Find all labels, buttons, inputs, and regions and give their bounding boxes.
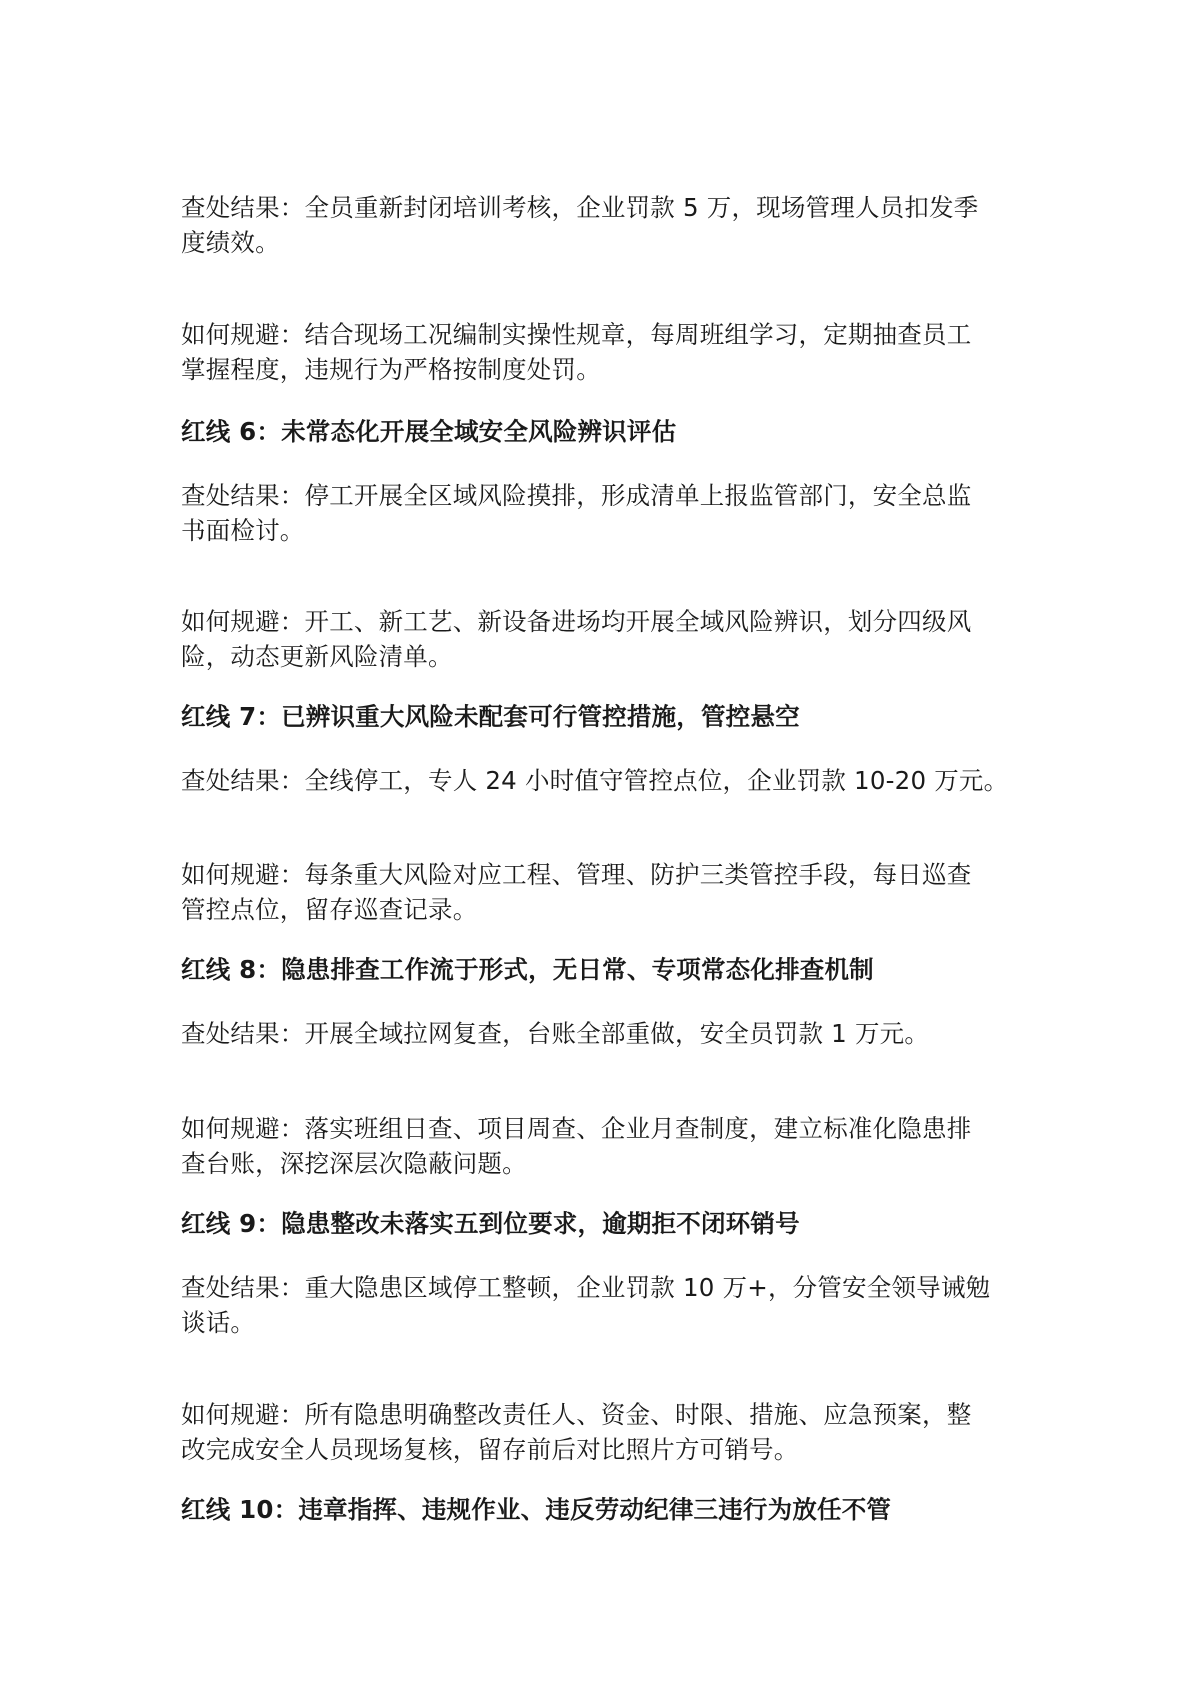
redline-heading-8: 红线 8：隐患排查工作流于形式，无日常、专项常态化排查机制 xyxy=(181,955,874,984)
redline-heading-10: 红线 10：违章指挥、违规作业、违反劳动纪律三违行为放任不管 xyxy=(181,1495,892,1524)
avoid-paragraph-8: 如何规避：落实班组日查、项目周查、企业月查制度，建立标准化隐患排 查台账，深挖深层次隐蔽问题。 xyxy=(181,1114,972,1178)
result-paragraph-5: 查处结果：全员重新封闭培训考核，企业罚款 5 万，现场管理人员扣发季 度绩效。 xyxy=(181,193,979,257)
avoid-paragraph-5: 如何规避：结合现场工况编制实操性规章，每周班组学习，定期抽查员工 掌握程度，违规行为严格按制度处罚。 xyxy=(181,320,972,384)
redline-heading-6: 红线 6：未常态化开展全域安全风险辨识评估 xyxy=(181,417,677,446)
avoid-paragraph-9: 如何规避：所有隐患明确整改责任人、资金、时限、措施、应急预案，整 改完成安全人员现场复核，留存前后对比照片方可销号。 xyxy=(181,1400,972,1464)
result-paragraph-7: 查处结果：全线停工，专人 24 小时值守管控点位，企业罚款 10-20 万元。 xyxy=(181,766,1009,795)
result-paragraph-9: 查处结果：重大隐患区域停工整顿，企业罚款 10 万+，分管安全领导诫勉 谈话。 xyxy=(181,1273,991,1337)
result-paragraph-6: 查处结果：停工开展全区域风险摸排，形成清单上报监管部门，安全总监 书面检讨。 xyxy=(181,481,972,545)
redline-heading-9: 红线 9：隐患整改未落实五到位要求，逾期拒不闭环销号 xyxy=(181,1209,800,1238)
result-paragraph-8: 查处结果：开展全域拉网复查，台账全部重做，安全员罚款 1 万元。 xyxy=(181,1019,930,1048)
avoid-paragraph-7: 如何规避：每条重大风险对应工程、管理、防护三类管控手段，每日巡查 管控点位，留存巡查记录。 xyxy=(181,860,972,924)
avoid-paragraph-6: 如何规避：开工、新工艺、新设备进场均开展全域风险辨识，划分四级风 险，动态更新风险清单。 xyxy=(181,607,972,671)
redline-heading-7: 红线 7：已辨识重大风险未配套可行管控措施，管控悬空 xyxy=(181,702,800,731)
